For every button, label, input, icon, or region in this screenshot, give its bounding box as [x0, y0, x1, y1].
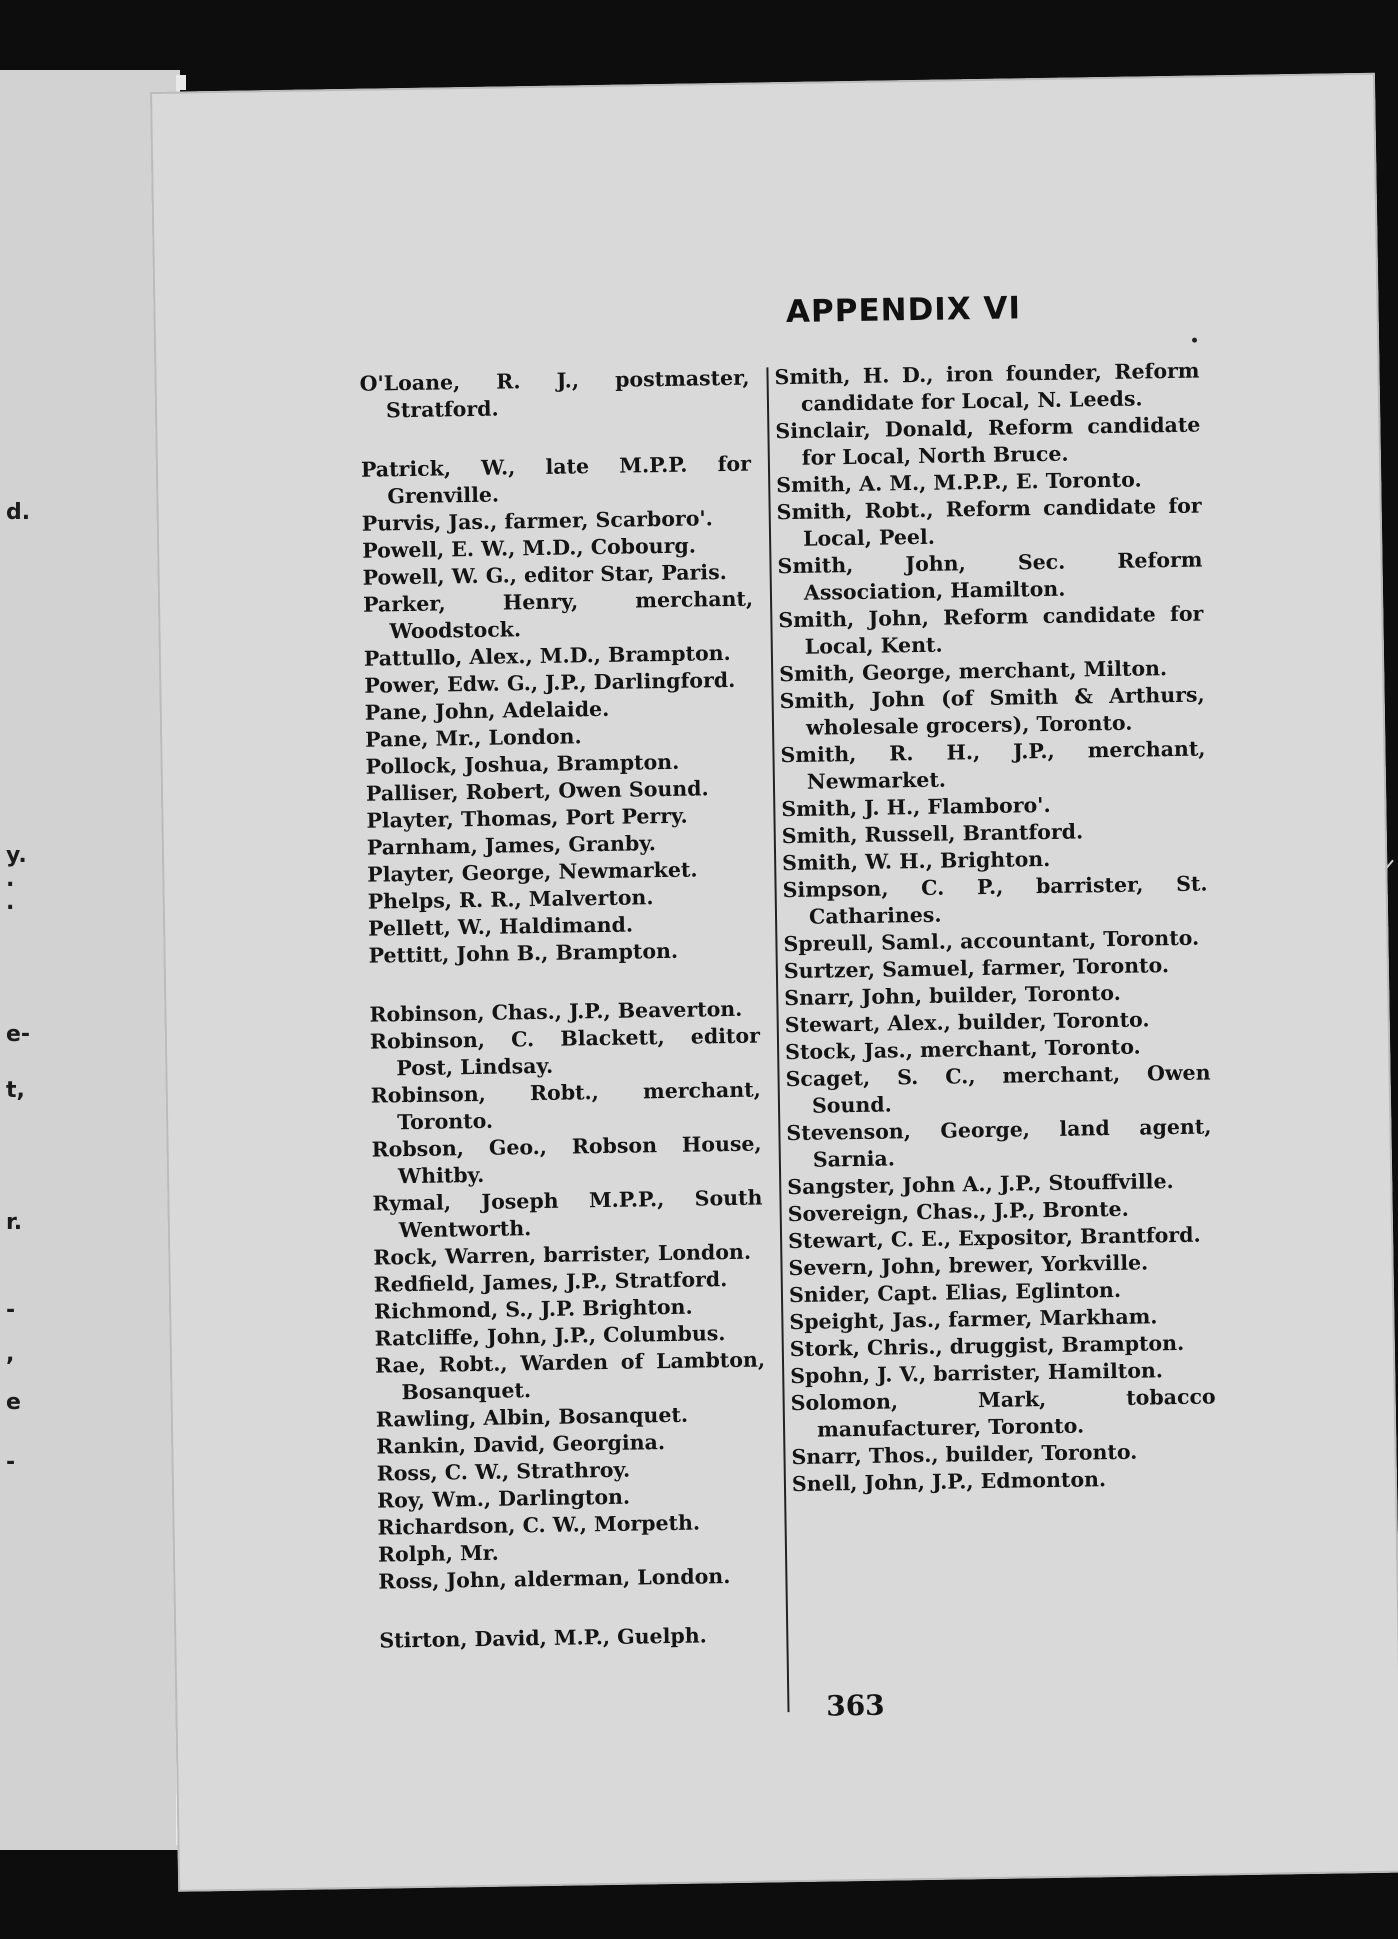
- list-item: Purvis, Jas., farmer, Scarboro'.: [361, 506, 714, 536]
- page-number: 363: [825, 1688, 885, 1723]
- list-item: Playter, George, Newmarket.: [367, 857, 698, 887]
- bleed-text: .: [6, 867, 15, 892]
- list-item: Phelps, R. R., Malverton.: [367, 885, 654, 914]
- list-item: Stock, Jas., merchant, Toronto.: [784, 1034, 1141, 1065]
- list-item: Stork, Chris., druggist, Brampton.: [789, 1330, 1185, 1362]
- list-item: Snider, Capt. Elias, Eglinton.: [788, 1277, 1122, 1308]
- list-item: Spohn, J. V., barrister, Hamilton.: [790, 1358, 1164, 1389]
- list-item: Stirton, David, M.P., Guelph.: [379, 1623, 707, 1653]
- list-item: Powell, E. W., M.D., Cobourg.: [362, 533, 697, 563]
- list-item: Rae, Robt., Warden of Lambton, Bosanquet.: [374, 1347, 766, 1405]
- list-item: Power, Edw. G., J.P., Darlingford.: [364, 667, 736, 698]
- list-item: Ratcliffe, John, J.P., Columbus.: [374, 1321, 726, 1351]
- list-item: Pane, Mr., London.: [365, 724, 582, 752]
- bleed-text: e-: [6, 1022, 31, 1047]
- list-item: Smith, A. M., M.P.P., E. Toronto.: [776, 467, 1142, 498]
- list-item: Severn, John, brewer, Yorkville.: [788, 1250, 1149, 1281]
- list-item: Parker, Henry, merchant, Woodstock.: [362, 586, 754, 644]
- list-item: Pattullo, Alex., M.D., Brampton.: [363, 640, 731, 671]
- bleed-text: .: [6, 890, 15, 915]
- list-item: Speight, Jas., farmer, Markham.: [789, 1304, 1158, 1335]
- list-item: Smith, George, merchant, Milton.: [779, 656, 1168, 687]
- list-item: Stewart, Alex., builder, Toronto.: [784, 1007, 1150, 1038]
- page-heading: APPENDIX VI: [785, 290, 1022, 331]
- list-item: Sovereign, Chas., J.P., Bronte.: [787, 1196, 1129, 1227]
- bleed-text: y.: [6, 843, 27, 868]
- list-item: Snell, John, J.P., Edmonton.: [791, 1467, 1107, 1497]
- list-item: Rock, Warren, barrister, London.: [373, 1239, 752, 1270]
- bleed-text: r.: [6, 1210, 23, 1235]
- left-column: [359, 365, 769, 1655]
- list-item: Pettitt, John B., Brampton.: [368, 938, 679, 968]
- list-item: Smith, J. H., Flamboro'.: [781, 792, 1051, 822]
- list-item: Pane, John, Adelaide.: [364, 696, 610, 725]
- list-item: O'Loane, R. J., postmaster, Stratford.: [359, 365, 750, 423]
- list-item: Smith, Robt., Reform candidate for Local, Peel.: [776, 493, 1202, 551]
- list-item: Smith, H. D., iron founder, Reform candidate for Local, N. Leeds.: [774, 358, 1200, 416]
- list-item: Surtzer, Samuel, farmer, Toronto.: [783, 953, 1170, 984]
- list-item: Playter, Thomas, Port Perry.: [366, 803, 688, 833]
- list-item: Robson, Geo., Robson House, Whitby.: [371, 1131, 762, 1189]
- list-item: Richardson, C. W., Morpeth.: [377, 1510, 701, 1540]
- list-item: Robinson, C. Blackett, editor Post, Lindsay.: [369, 1023, 761, 1081]
- list-item: Pollock, Joshua, Brampton.: [365, 749, 680, 779]
- list-item: Spreull, Saml., accountant, Toronto.: [783, 925, 1200, 957]
- book-page: [150, 73, 1398, 1892]
- list-item: Smith, W. H., Brighton.: [782, 846, 1051, 876]
- list-item: Pellett, W., Haldimand.: [367, 912, 634, 941]
- list-item: Rawling, Albin, Bosanquet.: [375, 1402, 689, 1432]
- list-item: Palliser, Robert, Owen Sound.: [365, 776, 709, 806]
- bleed-text: e: [6, 1390, 21, 1415]
- bleed-text: -: [6, 1450, 16, 1475]
- list-item: Powell, W. G., editor Star, Paris.: [362, 560, 727, 590]
- bleed-text: t,: [6, 1078, 25, 1103]
- list-item: Snarr, John, builder, Toronto.: [784, 980, 1121, 1011]
- list-item: Solomon, Mark, tobacco manufacturer, Toronto.: [790, 1384, 1216, 1442]
- bleed-text: d.: [6, 500, 31, 525]
- list-item: Roy, Wm., Darlington.: [376, 1484, 631, 1513]
- list-item: Rankin, David, Georgina.: [376, 1430, 666, 1459]
- list-item: Smith, John (of Smith & Arthurs, wholesale grocers), Toronto.: [779, 682, 1205, 740]
- list-item: Scaget, S. C., merchant, Owen Sound.: [785, 1060, 1211, 1118]
- list-item: Rymal, Joseph M.P.P., South Wentworth.: [372, 1185, 763, 1243]
- list-item: Smith, John, Sec. Reform Association, Hamilton.: [777, 547, 1203, 605]
- list-item: Simpson, C. P., barrister, St. Catharines.: [782, 871, 1208, 929]
- list-item: Rolph, Mr.: [377, 1540, 499, 1567]
- list-item: Parnham, James, Granby.: [366, 831, 657, 860]
- list-item: Stevenson, George, land agent, Sarnia.: [786, 1114, 1212, 1172]
- right-column: [774, 358, 1217, 1499]
- bleed-text: ,: [6, 1342, 15, 1367]
- list-item: Smith, R. H., J.P., merchant, Newmarket.: [780, 736, 1206, 794]
- list-item: Sangster, John A., J.P., Stouffville.: [787, 1169, 1174, 1200]
- list-item: Ross, C. W., Strathroy.: [376, 1457, 631, 1486]
- list-item: Robinson, Robt., merchant, Toronto.: [370, 1077, 761, 1135]
- list-item: Sinclair, Donald, Reform candidate for Local, North Bruce.: [775, 412, 1201, 470]
- list-item: Smith, John, Reform candidate for Local, Kent.: [778, 601, 1204, 659]
- ink-dot: [1192, 338, 1197, 343]
- list-item: Richmond, S., J.P. Brighton.: [373, 1294, 693, 1324]
- list-item: Robinson, Chas., J.P., Beaverton.: [369, 996, 743, 1027]
- list-item: Snarr, Thos., builder, Toronto.: [791, 1439, 1138, 1470]
- bleed-text: -: [6, 1298, 16, 1323]
- list-item: Ross, John, alderman, London.: [378, 1564, 731, 1594]
- list-item: Patrick, W., late M.P.P. for Grenville.: [360, 451, 752, 509]
- list-item: Smith, Russell, Brantford.: [781, 819, 1084, 849]
- list-item: Stewart, C. E., Expositor, Brantford.: [787, 1222, 1201, 1254]
- list-item: Redfield, James, J.P., Stratford.: [373, 1267, 728, 1297]
